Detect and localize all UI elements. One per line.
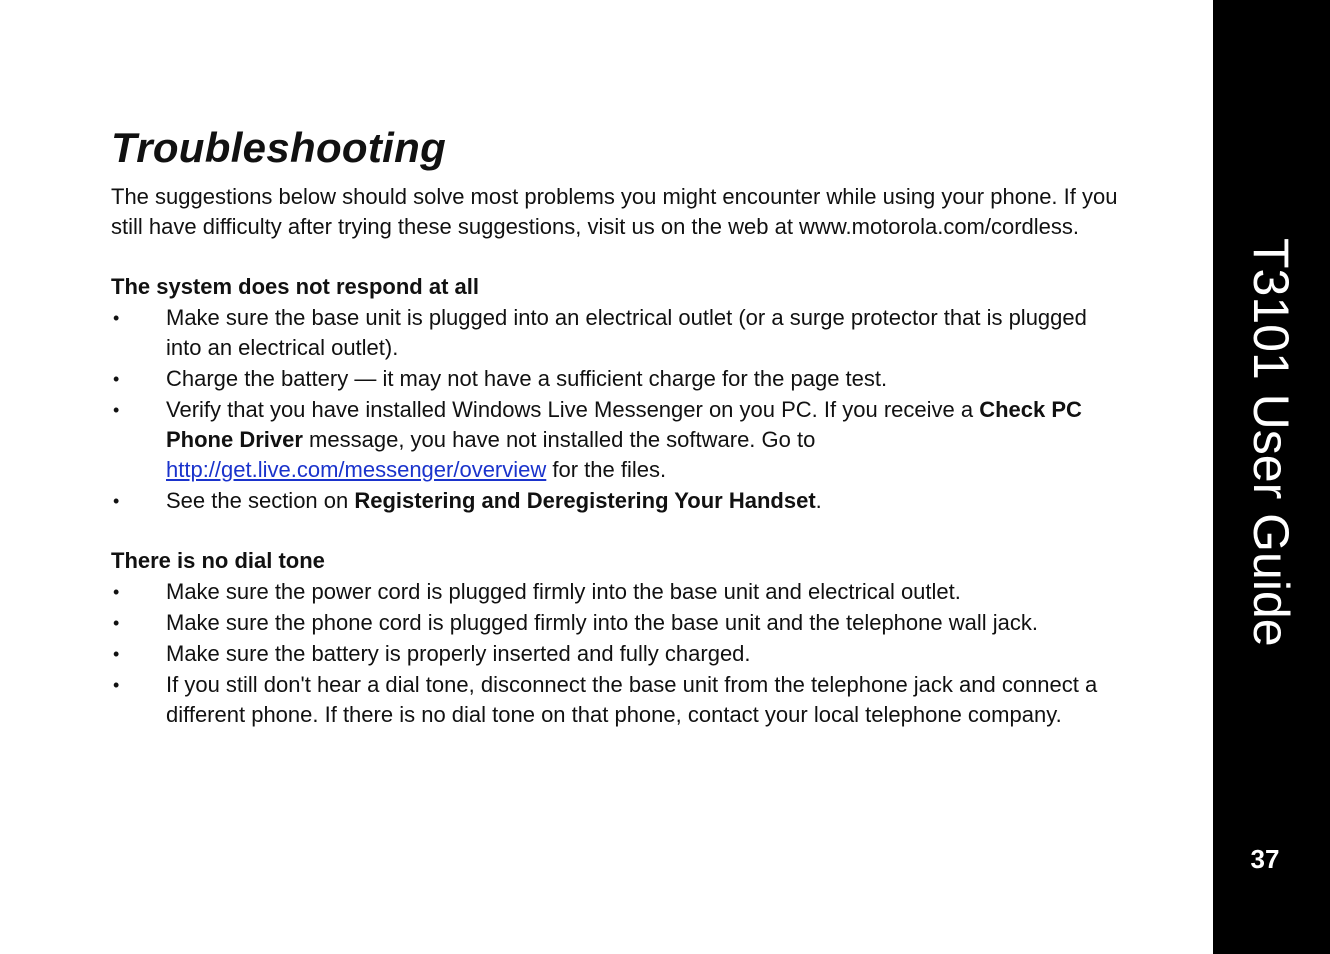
list-item [111, 364, 1121, 394]
bullet-icon: • [113, 400, 120, 420]
bullet-icon: • [113, 308, 120, 328]
sidebar-title [1238, 238, 1304, 708]
bullet-icon: • [113, 491, 120, 511]
list-item [111, 639, 1121, 669]
main-content [111, 122, 1121, 731]
bullet-icon: • [113, 644, 120, 664]
messenger-download-link[interactable]: http://get.live.com/messenger/overview [166, 457, 547, 482]
list-item [111, 670, 1121, 730]
list-item [111, 608, 1121, 638]
list-item-text: for the files. [546, 457, 667, 482]
list-item-text: . [815, 488, 822, 513]
bullet-icon: • [113, 369, 120, 389]
sidebar-title-text: T3101 User Guide [1243, 238, 1299, 647]
bullet-list [111, 577, 1121, 730]
list-item-text: message, you have not installed the software. Go to [302, 427, 816, 452]
list-item-text: Make sure the power cord is plugged firmly into the base unit and electrical outlet. [166, 579, 961, 604]
list-item-text: Verify that you have installed Windows Live Messenger on you PC. If you receive a [166, 397, 980, 422]
list-item [111, 577, 1121, 607]
section-heading: The system does not respond at all [111, 274, 479, 299]
list-item-text: If you still don't hear a dial tone, disconnect the base unit from the telephone jack and connect a different phone. If there is no dial tone on that phone, contact your local telephone company. [166, 672, 1098, 727]
bullet-icon: • [113, 675, 120, 695]
list-item-text: Make sure the base unit is plugged into an electrical outlet (or a surge protector that is plugged into an electrical outlet). [166, 305, 1087, 360]
section-no-dial-tone [111, 546, 1121, 730]
section-system-not-responding [111, 272, 1121, 516]
bullet-icon: • [113, 613, 120, 633]
page-title: Troubleshooting [111, 124, 447, 171]
section-reference: Registering and Deregistering Your Handset [354, 488, 816, 513]
intro-paragraph: The suggestions below should solve most problems you might encounter while using your phone. If you still have difficulty after trying these suggestions, visit us on the web at www.motorola.com/cordless. [111, 184, 1118, 239]
section-heading: There is no dial tone [111, 548, 325, 573]
list-item [111, 303, 1121, 363]
driver-message-name: Check PC Phone Driver [166, 397, 1082, 452]
list-item-text: Make sure the phone cord is plugged firmly into the base unit and the telephone wall jack. [166, 610, 1038, 635]
list-item-text: Charge the battery — it may not have a sufficient charge for the page test. [166, 366, 888, 391]
list-item-text: Make sure the battery is properly inserted and fully charged. [166, 641, 751, 666]
list-item-text: See the section on [166, 488, 355, 513]
list-item [111, 486, 1121, 516]
bullet-list [111, 303, 1121, 516]
bullet-icon: • [113, 582, 120, 602]
page-number: 37 [1250, 844, 1280, 874]
list-item [111, 395, 1121, 485]
